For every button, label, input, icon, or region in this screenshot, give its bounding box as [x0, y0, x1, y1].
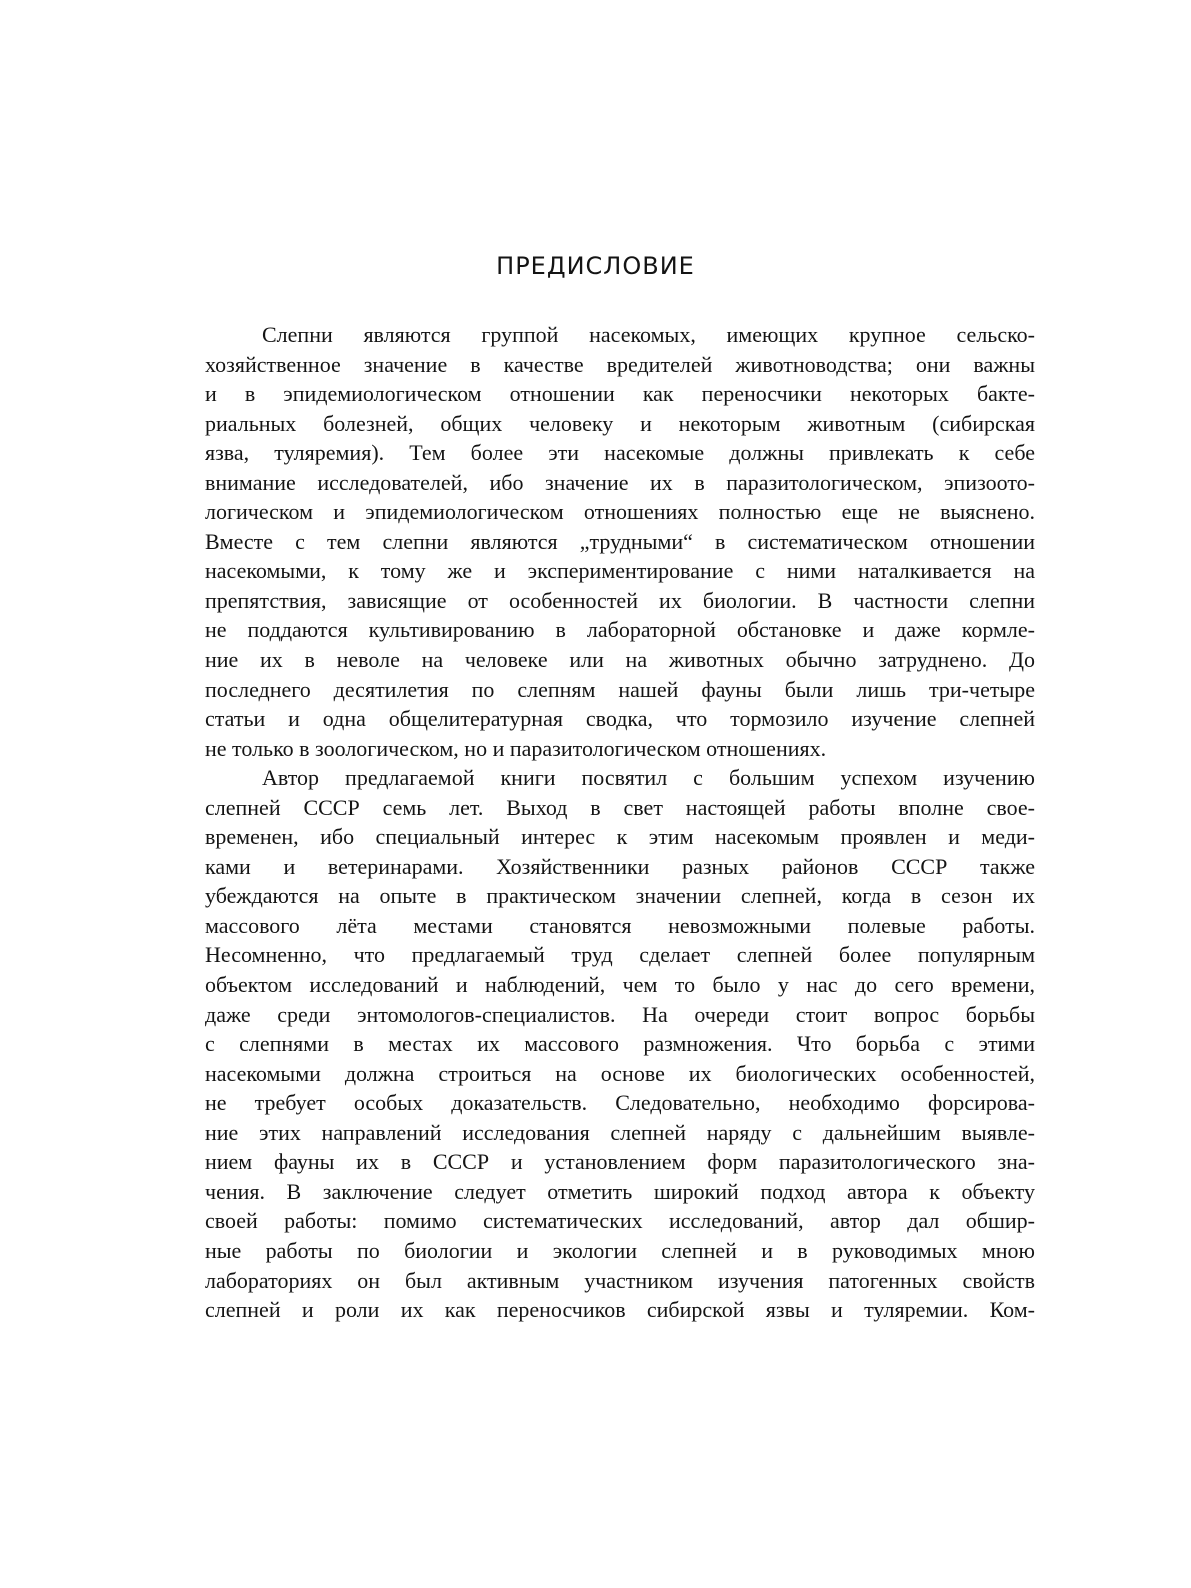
text-line: убеждаются на опыте в практическом значении слепней, когда в сезон их [205, 883, 1035, 909]
text-line: препятствия, зависящие от особенностей их биологии. В частности слепни [205, 587, 1035, 613]
text-line: не только в зоологическом, но и паразитологическом отношениях. [205, 735, 827, 761]
text-line: не поддаются культивированию в лабораторной обстановке и даже кормле- [205, 617, 1035, 643]
text-line: насекомыми, к тому же и экспериментирование с ними наталкивается на [205, 558, 1035, 584]
paragraph-1 [205, 320, 1035, 763]
text-line: и в эпидемиологическом отношении как переносчики некоторых бакте- [205, 381, 1035, 407]
text-line: ние их в неволе на человеке или на животных обычно затруднено. До [205, 647, 1035, 673]
text-line: массового лёта местами становятся невозможными полевые работы. [205, 912, 1035, 938]
text-line: временен, ибо специальный интерес к этим насекомым проявлен и меди- [205, 824, 1035, 850]
text-line: ками и ветеринарами. Хозяйственники разных районов СССР также [205, 853, 1035, 879]
text-line: лабораториях он был активным участником изучения патогенных свойств [205, 1267, 1035, 1293]
text-line: хозяйственное значение в качестве вредителей животноводства; они важны [205, 351, 1035, 377]
body-text [205, 320, 1035, 1325]
text-line: язва, туляремия). Тем более эти насекомые должны привлекать к себе [205, 440, 1035, 466]
text-line: насекомыми должна строиться на основе их биологических особенностей, [205, 1060, 1035, 1086]
text-line: не требует особых доказательств. Следовательно, необходимо форсирова- [205, 1090, 1035, 1116]
text-line: своей работы: помимо систематических исследований, автор дал обшир- [205, 1208, 1035, 1234]
text-line: статьи и одна общелитературная сводка, что тормозило изучение слепней [205, 706, 1035, 732]
text-line: Несомненно, что предлагаемый труд сделает слепней более популярным [205, 942, 1035, 968]
text-line: Слепни являются группой насекомых, имеющих крупное сельско- [262, 322, 1035, 347]
text-line: логическом и эпидемиологическом отношениях полностью еще не выяснено. [205, 499, 1035, 525]
text-line: слепней и роли их как переносчиков сибирской язвы и туляремии. Ком- [205, 1297, 1035, 1323]
text-line: слепней СССР семь лет. Выход в свет настоящей работы вполне свое- [205, 794, 1035, 820]
text-line: с слепнями в местах их массового размножения. Что борьба с этими [205, 1031, 1035, 1057]
text-line: ние этих направлений исследования слепней наряду с дальнейшим выявле- [205, 1119, 1035, 1145]
paragraph-2 [205, 763, 1035, 1324]
text-line: внимание исследователей, ибо значение их в паразитологическом, эпизоото- [205, 469, 1035, 495]
text-line: нием фауны их в СССР и установлением форм паразитологического зна- [205, 1149, 1035, 1175]
text-line: чения. В заключение следует отметить широкий подход автора к объекту [205, 1178, 1035, 1204]
text-line: даже среди энтомологов-специалистов. На очереди стоит вопрос борьбы [205, 1001, 1035, 1027]
text-line: последнего десятилетия по слепням нашей фауны были лишь три-четыре [205, 676, 1035, 702]
text-line: Вместе с тем слепни являются „трудными“ в систематическом отношении [205, 528, 1035, 554]
text-line: ные работы по биологии и экологии слепней и в руководимых мною [205, 1237, 1035, 1263]
text-line: Автор предлагаемой книги посвятил с большим успехом изучению [262, 765, 1035, 791]
text-line: риальных болезней, общих человеку и некоторым животным (сибирская [205, 410, 1035, 436]
page-title: ПРЕДИСЛОВИЕ [496, 252, 695, 280]
text-line: объектом исследований и наблюдений, чем то было у нас до сего времени, [205, 972, 1035, 998]
